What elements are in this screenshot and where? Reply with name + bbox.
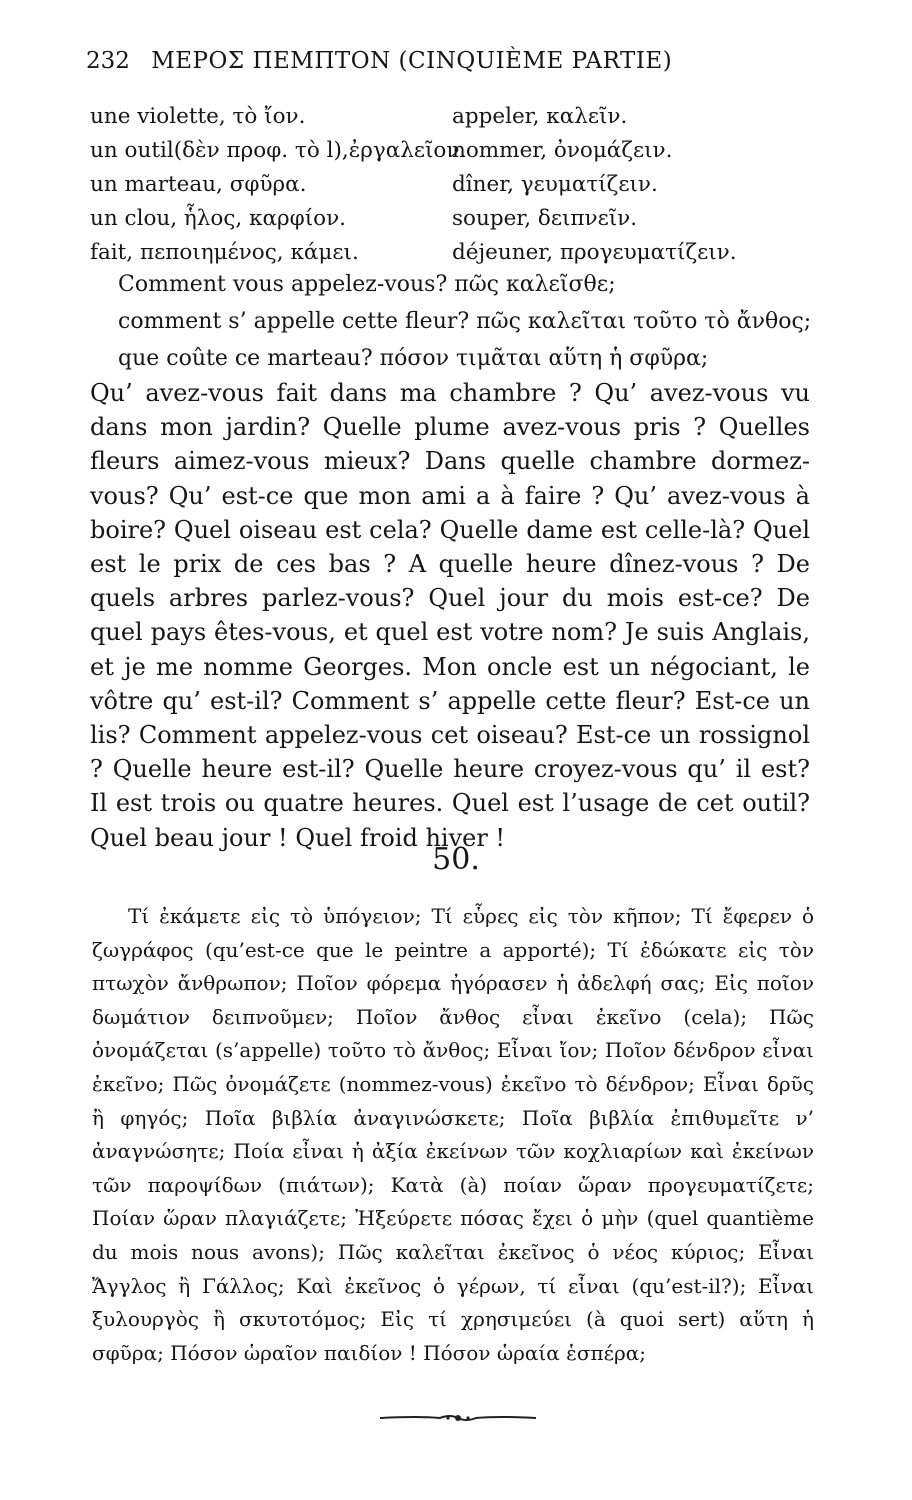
running-head: [86, 48, 826, 74]
running-title: ΜΕΡΟΣ ΠΕΜΠΤΟΝ (CINQUIÈME PARTIE): [151, 48, 673, 74]
vocabulary-row: [90, 240, 830, 274]
vocabulary-row: [90, 138, 830, 172]
vocabulary-entry: un marteau, σφῦρα.: [90, 172, 307, 197]
vocabulary-entry: déjeuner, προγευματίζειν.: [452, 240, 737, 265]
exercise-50-text: [92, 900, 814, 1370]
vocabulary-entry: dîner, γευματίζειν.: [452, 172, 658, 197]
vocabulary-entry: fait, πεποιημένος, κάμει.: [90, 240, 359, 265]
example-sentence: que coûte ce marteau? πόσον τιμᾶται αὕτη ἡ σφῦρα;: [118, 346, 709, 371]
example-sentence: comment s’ appelle cette fleur? πῶς καλεῖται τοῦτο τὸ ἄνθος;: [118, 309, 812, 334]
vocabulary-entry: un clou, ἧλος, καρφίον.: [90, 206, 346, 231]
exercise-49-text: [90, 376, 810, 855]
example-sentences: [118, 272, 838, 383]
exercise-paragraph: Qu’ avez-vous fait dans ma chambre ? Qu’ avez-vous vu dans mon jardin? Quelle plume avez-vous pris ? Quelles fleurs aimez-vous mieux? Dans quelle chambre dormez-vous? Qu’ est-ce que mon ami a à faire ? Qu’ avez-vous à boire? Quel oiseau est cela? Quelle dame est celle-là? Quel est le prix de ces bas ? A quelle heure dînez-vous ? De quels arbres parlez-vous? Quel jour du mois est-ce? De quel pays êtes-vous, et quel est votre nom? Je suis Anglais, et je me nomme Georges. Mon oncle est un négociant, le vôtre qu’ est-il? Comment s’ appelle cette fleur? Est-ce un lis? Comment appelez-vous cet oiseau? Est-ce un rossignol ? Quelle heure est-il? Quelle heure croyez-vous qu’ il est? Il est trois ou quatre heures. Quel est l’usage de cet outil? Quel beau jour ! Quel froid hiver !: [90, 379, 810, 852]
vocabulary-list: [90, 104, 830, 274]
page-number: 232: [86, 48, 130, 74]
example-sentence: Comment vous appelez-vous? πῶς καλεῖσθε;: [118, 272, 616, 297]
vocabulary-row: [90, 104, 830, 138]
exercise-paragraph: Τί ἐκάμετε εἰς τὸ ὑπόγειον; Τί εὗρες εἰς τὸν κῆπον; Τί ἔφερεν ὁ ζωγράφος (qu’est-ce que le peintre a apporté); Τί ἐδώκατε εἰς τὸν πτωχὸν ἄνθρωπον; Ποῖον φόρεμα ἠγόρασεν ἡ ἀδελφή σας; Εἰς ποῖον δωμάτιον δειπνοῦμεν; Ποῖον ἄνθος εἶναι ἐκεῖνο (cela); Πῶς ὀνομάζεται (s’appelle) τοῦτο τὸ ἄνθος; Εἶναι ἴον; Ποῖον δένδρον εἶναι ἐκεῖνο; Πῶς ὀνομάζετε (nommez-vous) ἐκεῖνο τὸ δένδρον; Εἶναι δρῦς ἢ φηγός; Ποῖα βιβλία ἀναγινώσκετε; Ποῖα βιβλία ἐπιθυμεῖτε ν’ ἀναγνώσητε; Ποία εἶναι ἡ ἀξία ἐκείνων τῶν κοχλιαρίων καὶ ἐκείνων τῶν παροψίδων (πιάτων); Κατὰ (à) ποίαν ὥραν προγευματίζετε; Ποίαν ὥραν πλαγιάζετε; Ἠξεύρετε πόσας ἔχει ὁ μὴν (quel quantième du mois nous avons); Πῶς καλεῖται ἐκεῖνος ὁ νέος κύριος; Εἶναι Ἄγγλος ἢ Γάλλος; Καὶ ἐκεῖνος ὁ γέρων, τί εἶναι (qu’est-il?); Εἶναι ξυλουργὸς ἢ σκυτοτόμος; Εἰς τί χρησιμεύει (à quoi sert) αὕτη ἡ σφῦρα; Πόσον ὡραῖον παιδίον ! Πόσον ὡραία ἑσπέρα;: [92, 904, 814, 1365]
ornament-divider-icon: [378, 1412, 538, 1424]
vocabulary-row: [90, 172, 830, 206]
section-number: 50.: [432, 842, 480, 877]
vocabulary-entry: un outil(δὲν προφ. τὸ l),ἐργαλεῖον.: [90, 138, 467, 163]
vocabulary-entry: nommer, ὀνομάζειν.: [452, 138, 673, 163]
vocabulary-entry: souper, δειπνεῖν.: [452, 206, 638, 231]
vocabulary-entry: une violette, τὸ ἴον.: [90, 104, 306, 129]
vocabulary-entry: appeler, καλεῖν.: [452, 104, 628, 129]
vocabulary-row: [90, 206, 830, 240]
